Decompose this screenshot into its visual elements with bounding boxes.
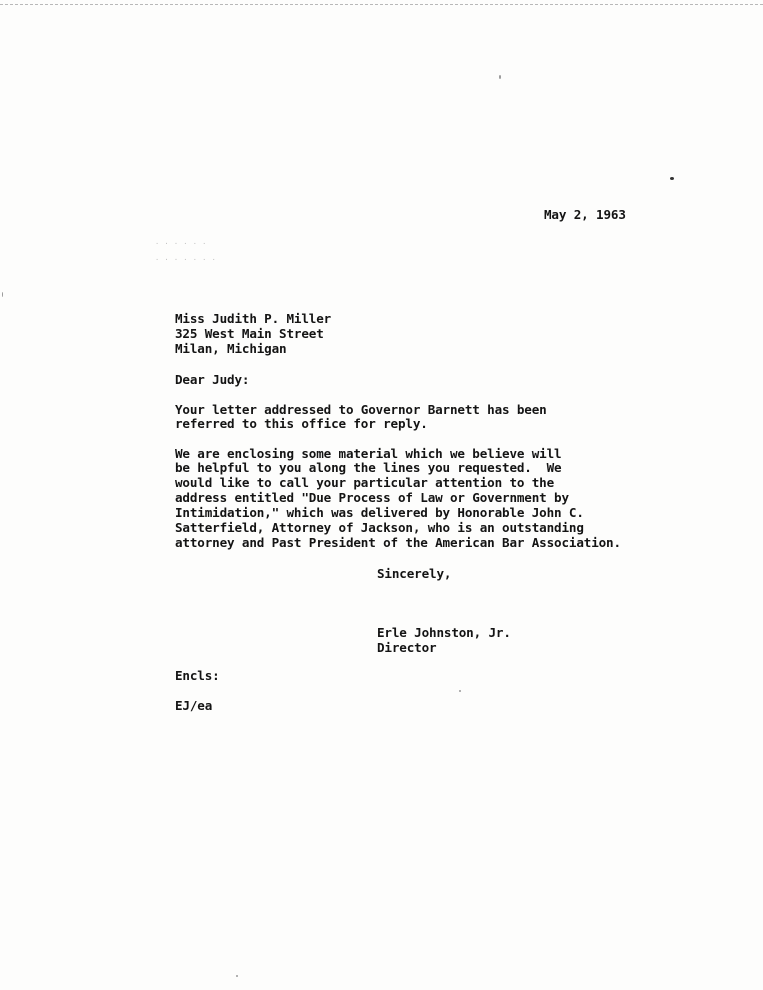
paragraph2-line: address entitled "Due Process of Law or Government by [175,490,569,505]
scan-speck [459,690,461,692]
recipient-street: 325 West Main Street [175,326,324,341]
letter-date: May 2, 1963 [544,207,626,222]
closing: Sincerely, [377,566,452,581]
scan-speck [499,75,501,79]
signer-name: Erle Johnston, Jr. [377,625,511,640]
scan-speck [670,177,674,180]
recipient-city: Milan, Michigan [175,341,287,356]
paragraph1-line: Your letter addressed to Governor Barnett has been [175,402,547,417]
typist-initials: EJ/ea [175,698,213,713]
paragraph2-line: be helpful to you along the lines you requested. We [175,460,562,475]
paragraph2-line: attorney and Past President of the American Bar Association. [175,535,621,550]
paragraph2-line: Satterfield, Attorney of Jackson, who is an outstanding [175,520,584,535]
enclosure-note: Encls: [175,668,220,683]
scan-speck [236,975,238,977]
salutation: Dear Judy: [175,372,250,387]
paragraph2-line: We are enclosing some material which we believe will [175,446,562,461]
margin-marks: · · · · · · · · · · · · · [155,240,217,264]
scan-speck [2,292,3,297]
paragraph2-line: Intimidation," which was delivered by Honorable John C. [175,505,584,520]
paragraph2-line: would like to call your particular attention to the [175,475,555,490]
recipient-name: Miss Judith P. Miller [175,311,332,326]
page-top-edge [0,4,763,5]
signer-title: Director [377,640,437,655]
paragraph1-line: referred to this office for reply. [175,416,428,431]
